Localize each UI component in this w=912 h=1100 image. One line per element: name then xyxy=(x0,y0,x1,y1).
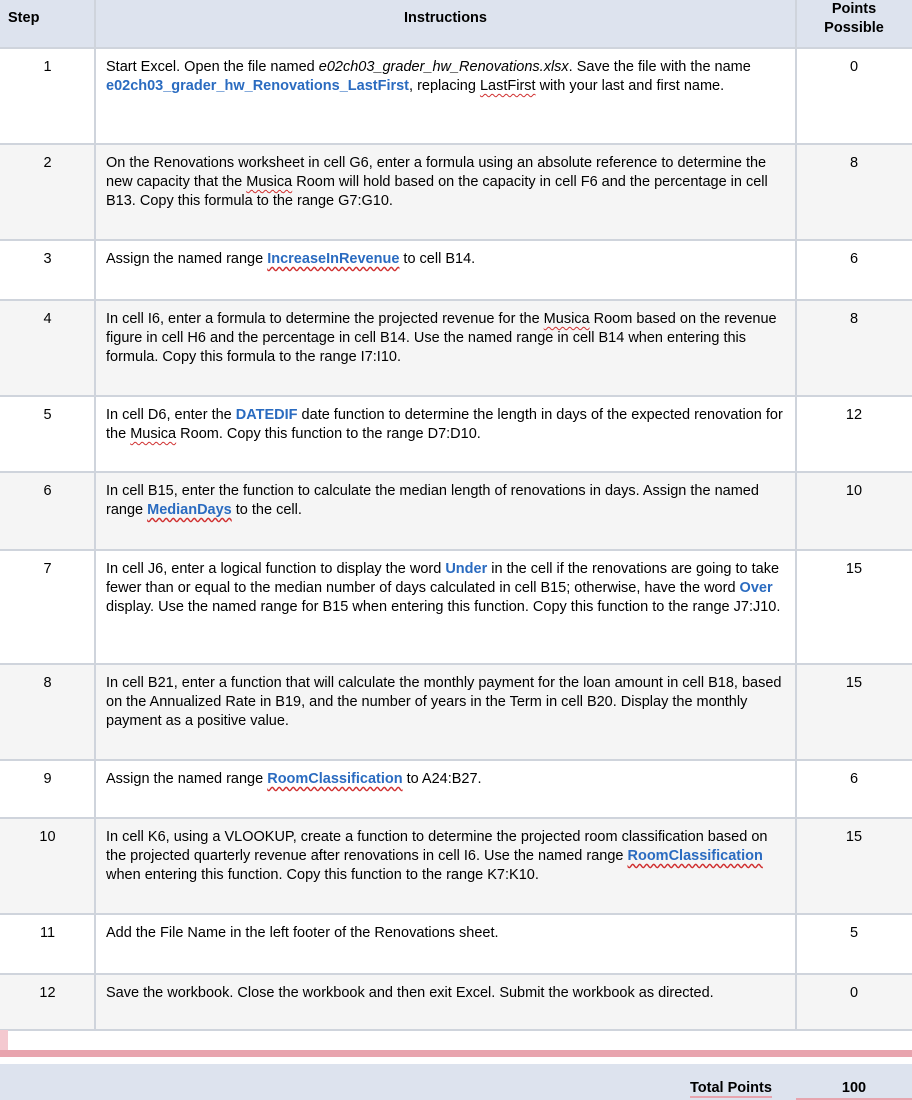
keyword-under: Under xyxy=(445,561,488,577)
step-number: 8 xyxy=(43,675,52,691)
instruction-text xyxy=(106,250,786,269)
text-run: Room will hold based on the capacity in cell F6 and the percentage in cell B13. Copy this formula to the range G7:G10. xyxy=(106,174,768,209)
page-break-marker xyxy=(0,1030,8,1050)
points-value: 0 xyxy=(849,985,859,1001)
instruction-text xyxy=(106,828,786,885)
save-filename-keyword: e02ch03_grader_hw_Renovations_LastFirst xyxy=(106,78,410,94)
spellcheck-word: Musica xyxy=(246,174,293,190)
column-divider xyxy=(795,0,797,1030)
header-points-line2: Possible xyxy=(824,20,884,36)
step-number: 1 xyxy=(43,59,52,75)
text-run: Room based on the revenue figure in cell H6 and the percentage in cell B14. Use the named range in cell B14 when entering this formula. Copy this formula to the range I7:I10. xyxy=(106,311,777,365)
text-run: In cell J6, enter a logical function to display the word xyxy=(106,561,446,577)
text-run: In cell B15, enter the function to calculate the median length of renovations in days. Assign the named range xyxy=(106,483,759,518)
total-value: 100 xyxy=(841,1080,867,1096)
text-run: Room. Copy this function to the range D7:D10. xyxy=(176,426,481,442)
table-row xyxy=(0,550,912,664)
step-number: 12 xyxy=(39,985,56,1001)
step-number: 6 xyxy=(43,483,52,499)
row-divider xyxy=(0,395,912,397)
text-run: to the cell. xyxy=(231,502,302,518)
text-run: to A24:B27. xyxy=(402,771,482,787)
text-run: when entering this function. Copy this function to the range K7:K10. xyxy=(106,867,539,883)
table-row xyxy=(0,914,912,974)
total-label: Total Points xyxy=(690,1080,772,1096)
text-run: in the cell if the renovations are going to take fewer than or equal to the median number of days calculated in cell B15; otherwise, have the word xyxy=(106,561,780,596)
page-break-rule xyxy=(0,1050,912,1057)
filename-text: e02ch03_grader_hw_Renovations.xlsx xyxy=(318,59,569,75)
instruction-text xyxy=(106,310,786,367)
row-divider xyxy=(0,759,912,761)
row-divider xyxy=(0,549,912,551)
instruction-text xyxy=(106,560,786,617)
table-row xyxy=(0,396,912,472)
text-run: . Save the file with the name xyxy=(568,59,751,75)
table-row xyxy=(0,472,912,550)
instruction-text xyxy=(106,482,786,520)
points-value: 10 xyxy=(845,483,863,499)
instruction-text: Add the File Name in the left footer of the Renovations sheet. xyxy=(106,925,499,941)
text-run: with your last and first name. xyxy=(535,78,725,94)
spellcheck-word: LastFirst xyxy=(479,78,536,94)
points-value: 8 xyxy=(849,155,859,171)
text-run: , replacing xyxy=(409,78,480,94)
step-number: 7 xyxy=(43,561,52,577)
text-run: Start Excel. Open the file named xyxy=(106,59,319,75)
text-run: In cell K6, using a VLOOKUP, create a function to determine the projected room classification based on the projected quarterly revenue after renovations in cell I6. Use the named range xyxy=(106,829,768,864)
step-number: 3 xyxy=(43,251,52,267)
table-row xyxy=(0,818,912,914)
row-divider xyxy=(0,817,912,819)
points-value: 6 xyxy=(849,251,859,267)
column-divider xyxy=(94,0,96,1030)
instruction-text: Save the workbook. Close the workbook and then exit Excel. Submit the workbook as directed. xyxy=(106,985,714,1001)
step-number: 4 xyxy=(43,311,52,327)
table-row xyxy=(0,144,912,240)
table-row xyxy=(0,974,912,1030)
instruction-text xyxy=(106,406,786,444)
header-instructions: Instructions xyxy=(404,10,487,26)
row-divider xyxy=(0,973,912,975)
step-number: 2 xyxy=(43,155,52,171)
total-row xyxy=(0,1064,912,1100)
keyword-over: Over xyxy=(739,580,773,596)
text-run: Assign the named range xyxy=(106,251,268,267)
text-run: Assign the named range xyxy=(106,771,268,787)
named-range-keyword: RoomClassification xyxy=(627,848,763,864)
table-row xyxy=(0,664,912,760)
points-value: 15 xyxy=(845,675,863,691)
named-range-keyword: IncreaseInRevenue xyxy=(267,251,400,267)
text-run: On the Renovations worksheet in cell G6, enter a formula using an absolute reference to determine the new capacity that the xyxy=(106,155,767,190)
table-row xyxy=(0,240,912,300)
row-divider xyxy=(0,239,912,241)
table-row xyxy=(0,300,912,396)
row-divider xyxy=(0,299,912,301)
text-run: In cell I6, enter a formula to determine the projected revenue for the xyxy=(106,311,544,327)
instruction-text xyxy=(106,770,786,789)
points-value: 12 xyxy=(845,407,863,423)
table-header xyxy=(0,0,912,48)
table-row xyxy=(0,48,912,144)
row-divider xyxy=(0,663,912,665)
instruction-text: In cell B21, enter a function that will calculate the monthly payment for the loan amount in cell B18, based on the Annualized Rate in B19, and the number of years in the Term in cell B20. Display the monthly payment as a positive value. xyxy=(106,675,782,729)
text-run: to cell B14. xyxy=(399,251,476,267)
text-run: In cell D6, enter the xyxy=(106,407,236,423)
row-divider xyxy=(0,47,912,49)
named-range-keyword: RoomClassification xyxy=(267,771,403,787)
points-value: 15 xyxy=(845,561,863,577)
points-value: 6 xyxy=(849,771,859,787)
row-divider xyxy=(0,143,912,145)
points-value: 15 xyxy=(845,829,863,845)
step-number: 11 xyxy=(39,925,56,941)
function-keyword: DATEDIF xyxy=(235,407,298,423)
spellcheck-word: Musica xyxy=(543,311,590,327)
row-divider xyxy=(0,1029,912,1031)
row-divider xyxy=(0,471,912,473)
text-run: display. Use the named range for B15 when entering this function. Copy this function to the range J7:J10. xyxy=(106,599,781,615)
points-value: 5 xyxy=(849,925,859,941)
header-points-line1: Points xyxy=(831,1,877,17)
step-number: 5 xyxy=(43,407,52,423)
instruction-text xyxy=(106,154,786,211)
row-divider xyxy=(0,913,912,915)
step-number: 10 xyxy=(39,829,56,845)
instruction-text xyxy=(106,58,786,96)
spellcheck-word: Musica xyxy=(130,426,177,442)
named-range-keyword: MedianDays xyxy=(147,502,232,518)
header-points xyxy=(796,0,912,38)
header-step: Step xyxy=(8,10,40,26)
points-value: 0 xyxy=(849,59,859,75)
points-value: 8 xyxy=(849,311,859,327)
table-row xyxy=(0,760,912,818)
text-run: date function to determine the length in days of the expected renovation for the xyxy=(106,407,783,442)
step-number: 9 xyxy=(43,771,52,787)
